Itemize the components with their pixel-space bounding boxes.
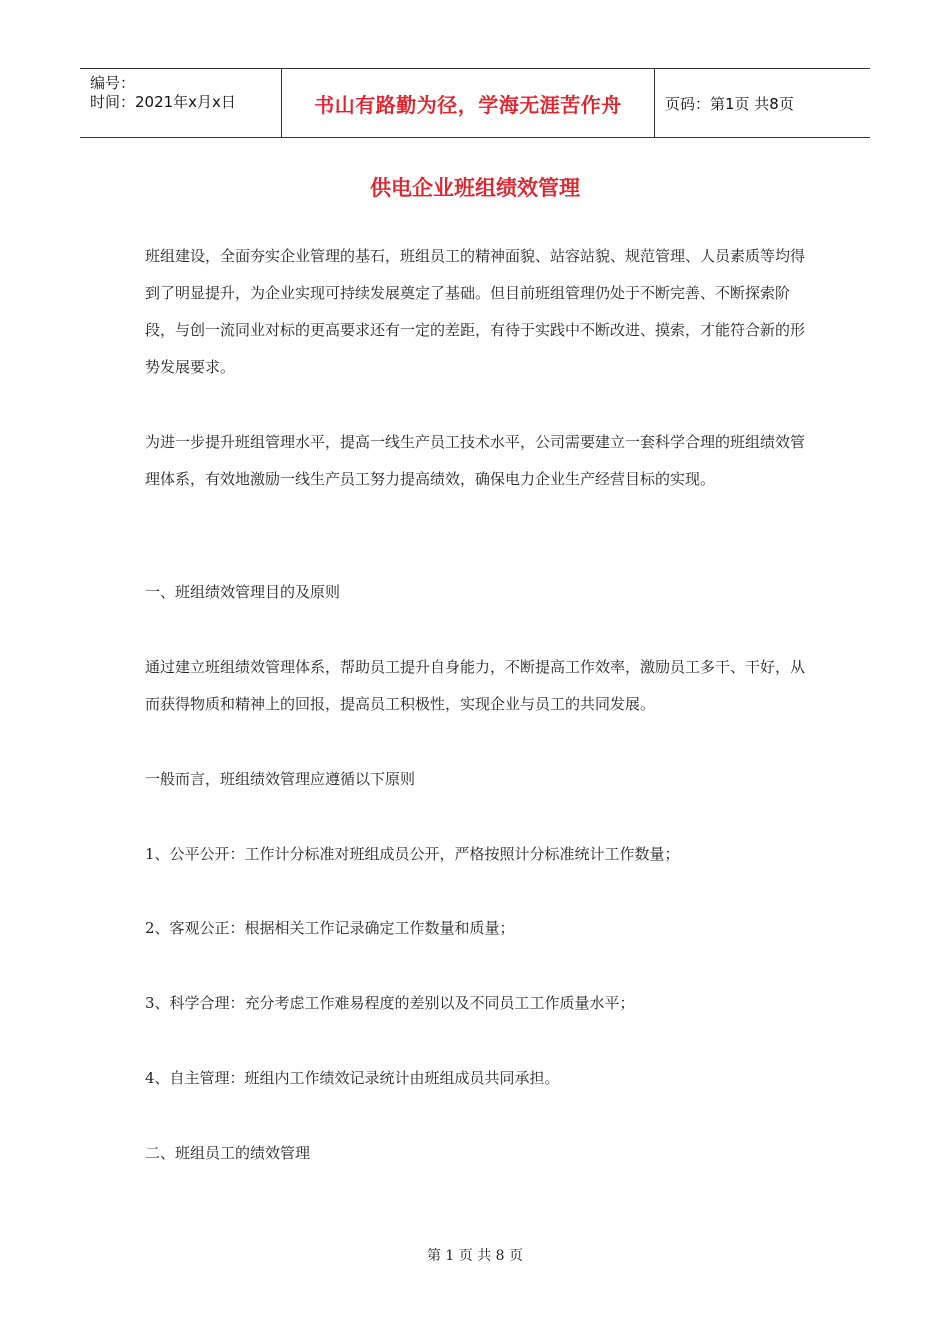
principle-item-2: 2、客观公正：根据相关工作记录确定工作数量和质量；: [145, 919, 515, 937]
document-title: 供电企业班组绩效管理: [370, 176, 580, 200]
header-page-cell: [655, 69, 870, 137]
document-code-label: 编号：: [90, 74, 136, 92]
page-footer: 第 1 页 共 8 页: [426, 1248, 524, 1264]
principle-item-1: 1、公平公开：工作计分标准对班组成员公开，严格按照计分标准统计工作数量；: [145, 845, 680, 863]
document-date-label: 时间：2021年x月x日: [90, 93, 236, 111]
section-heading-2: 二、班组员工的绩效管理: [145, 1144, 311, 1162]
paragraph-goal: 通过建立班组绩效管理体系，帮助员工提升自身能力，不断提高工作效率，激励员工多干、干好，从而获得物质和精神上的回报，提高员工积极性，实现企业与员工的共同发展。: [145, 658, 806, 713]
page-header: [80, 68, 870, 138]
paragraph-purpose: 为进一步提升班组管理水平，提高一线生产员工技术水平，公司需要建立一套科学合理的班组绩效管理体系，有效地激励一线生产员工努力提高绩效，确保电力企业生产经营目标的实现。: [145, 433, 806, 488]
principle-item-3: 3、科学合理：充分考虑工作难易程度的差别以及不同员工工作质量水平；: [145, 994, 635, 1012]
header-motto: 书山有路勤为径，学海无涯苦作舟: [314, 92, 622, 117]
paragraph-intro: 班组建设，全面夯实企业管理的基石，班组员工的精神面貌、站容站貌、规范管理、人员素质等均得到了明显提升，为企业实现可持续发展奠定了基础。但目前班组管理仍处于不断完善、不断探索阶段，与创一流同业对标的更高要求还有一定的差距，有待于实践中不断改进、摸索，才能符合新的形势发展要求。: [145, 247, 806, 376]
principle-item-4: 4、自主管理：班组内工作绩效记录统计由班组成员共同承担。: [145, 1069, 560, 1087]
header-meta-cell: [80, 69, 282, 137]
header-motto-cell: [282, 69, 655, 137]
section-heading-1: 一、班组绩效管理目的及原则: [145, 583, 341, 601]
paragraph-principles-intro: 一般而言，班组绩效管理应遵循以下原则: [145, 770, 416, 788]
header-page-info: 页码：第1页 共8页: [665, 94, 794, 113]
